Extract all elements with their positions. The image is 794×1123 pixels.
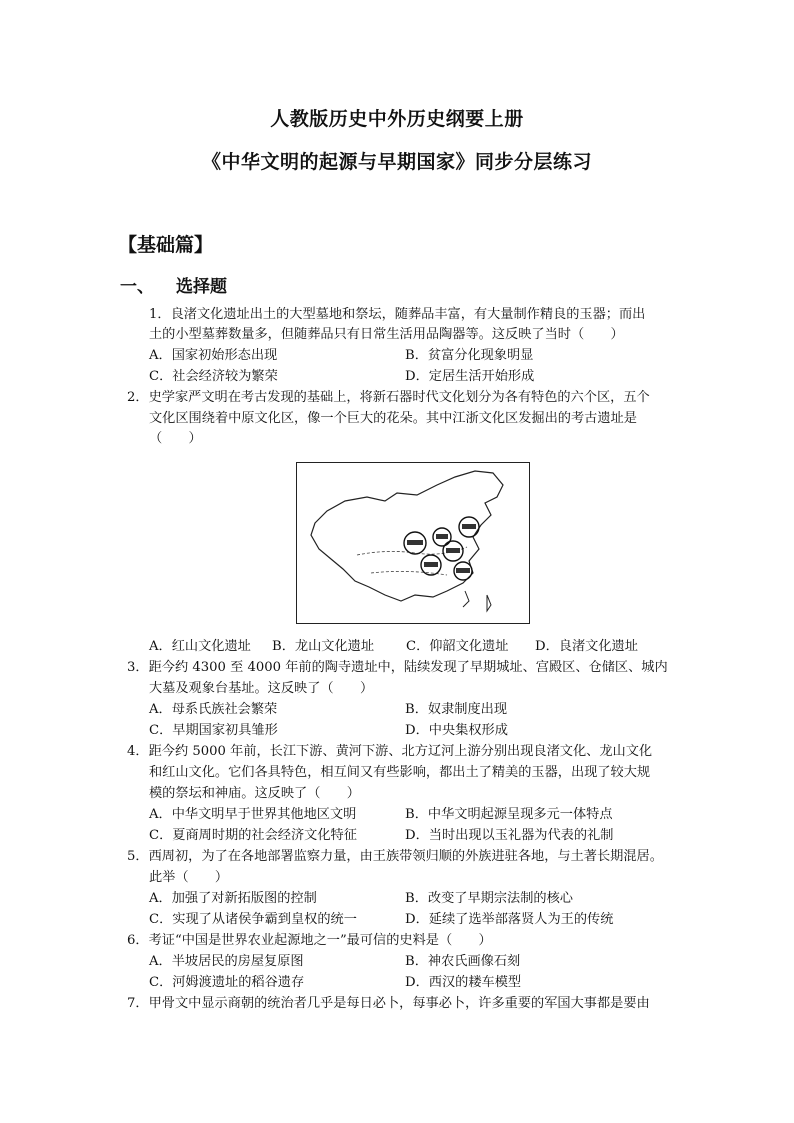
section-heading: 【基础篇】 [118, 234, 214, 256]
question-5-option-c: C．实现了从诸侯争霸到皇权的统一 [149, 912, 357, 927]
part-label: 选择题 [176, 277, 227, 297]
question-4-line-1: 4．距今约 5000 年前，长江下游、黄河下游、北方辽河上游分别出现良渚文化、龙山文化 [127, 744, 653, 759]
question-6-option-b: B．神农氏画像石刻 [405, 954, 521, 969]
china-map-drawing [297, 463, 528, 622]
question-6-option-c: C．河姆渡遗址的稻谷遗存 [149, 975, 305, 990]
question-2-option-a: A．红山文化遗址 [149, 639, 251, 654]
question-1-option-b: B．贫富分化现象明显 [405, 348, 534, 363]
question-5-option-d: D．延续了选举部落贤人为王的传统 [405, 912, 614, 927]
document-title: 人教版历史中外历史纲要上册 [270, 108, 524, 130]
question-4-line-2: 和红山文化。它们各具特色，相互间又有些影响，都出土了精美的玉器，出现了较大规 [149, 765, 651, 780]
question-3-option-a: A．母系氏族社会繁荣 [149, 702, 278, 717]
question-2-option-c: C．仰韶文化遗址 [406, 639, 509, 654]
question-1-line-2: 土的小型墓葬数量多，但随葬品只有日常生活用品陶器等。这反映了当时（ ） [149, 327, 624, 342]
question-4-option-d: D．当时出现以玉礼器为代表的礼制 [405, 828, 614, 843]
document-subtitle: 《中华文明的起源与早期国家》同步分层练习 [201, 151, 592, 173]
question-2-line-2: 文化区围绕着中原文化区，像一个巨大的花朵。其中江浙文化区发掘出的考古遗址是 [149, 411, 637, 426]
question-2-option-d: D．良渚文化遗址 [535, 639, 638, 654]
question-4-line-3: 模的祭坛和神庙。这反映了（ ） [149, 786, 360, 801]
question-4-option-c: C．夏商周时期的社会经济文化特征 [149, 828, 357, 843]
question-3-option-c: C．早期国家初具雏形 [149, 723, 278, 738]
question-2-line-3: （ ） [149, 431, 202, 446]
china-map-image [296, 462, 530, 624]
question-4-option-b: B．中华文明起源呈现多元一体特点 [405, 807, 613, 822]
question-2-option-b: B．龙山文化遗址 [272, 639, 375, 654]
question-6-line-1: 6．考证“中国是世界农业起源地之一”最可信的史料是（ ） [127, 933, 492, 948]
question-7-line-1: 7．甲骨文中显示商朝的统治者几乎是每日必卜，每事必卜，许多重要的军国大事都是要由 [127, 996, 650, 1011]
question-3-option-d: D．中央集权形成 [405, 723, 508, 738]
question-3-option-b: B．奴隶制度出现 [405, 702, 508, 717]
question-1-option-d: D．定居生活开始形成 [405, 369, 535, 384]
question-5-option-b: B．改变了早期宗法制的核心 [405, 891, 573, 906]
question-6-option-d: D．西汉的耧车模型 [405, 975, 522, 990]
question-3-line-1: 3．距今约 4300 至 4000 年前的陶寺遗址中，陆续发现了早期城址、宫殿区、仓储区、城内 [127, 660, 668, 675]
question-1-line-1: 1．良渚文化遗址出土的大型墓地和祭坛，随葬品丰富，有大量制作精良的玉器；而出 [149, 307, 646, 322]
question-4-option-a: A．中华文明早于世界其他地区文明 [149, 807, 357, 822]
question-5-line-2: 此举（ ） [149, 870, 229, 885]
question-2-line-1: 2．史学家严文明在考古发现的基础上，将新石器时代文化划分为各有特色的六个区，五个 [127, 390, 650, 405]
question-5-line-1: 5．西周初，为了在各地部署监察力量，由王族带领归顺的外族进驻各地，与土著长期混居。 [127, 849, 663, 864]
question-6-option-a: A．半坡居民的房屋复原图 [149, 954, 304, 969]
part-heading [120, 272, 227, 297]
question-1-option-c: C．社会经济较为繁荣 [149, 369, 278, 384]
part-number: 一、 [120, 277, 154, 297]
question-1-option-a: A．国家初始形态出现 [149, 348, 278, 363]
question-5-option-a: A．加强了对新拓版图的控制 [149, 891, 317, 906]
question-3-line-2: 大墓及观象台基址。这反映了（ ） [149, 681, 374, 696]
